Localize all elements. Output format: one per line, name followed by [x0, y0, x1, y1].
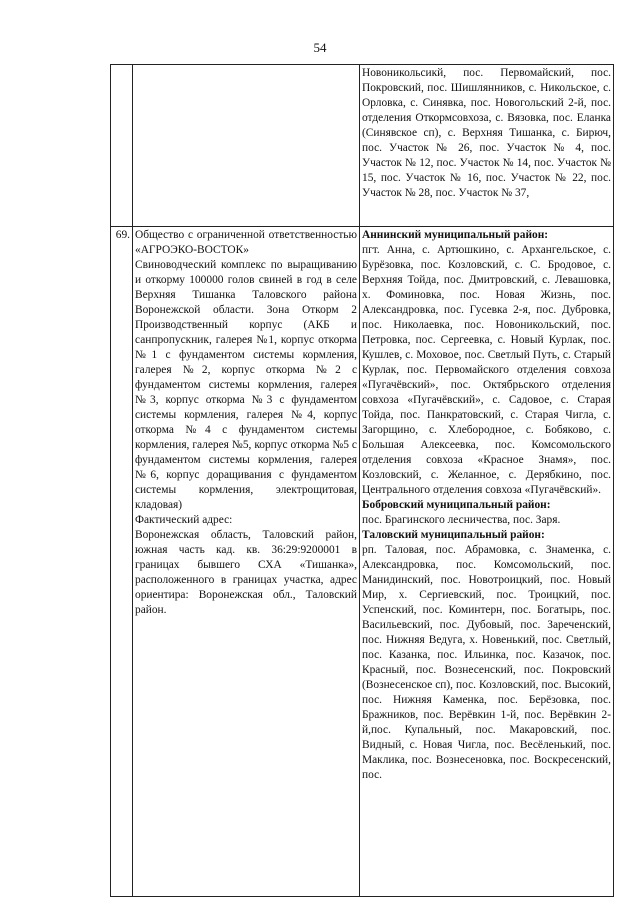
table-row	[111, 65, 614, 227]
document-table	[110, 64, 614, 897]
facility-description: Свиноводческий комплекс по выращиванию и откорму 100000 голов свиней в год в селе Верхняя Тишанка Таловского района Воронежской области. Зона Откорм 2 Производственный корпус (АКБ и санпропускник, галерея №1, корпус откорма №1 с фундаментом системы кормления, галерея №2, корпус откорма №2 с фундаментом системы кормления, галерея №3, корпус откорма №3 с фундаментом системы кормления, галерея №4, корпус откорма №4 с фундаментом системы кормления, галерея №5, корпус откорма №5 с фундаментом системы кормления, галерея №6, корпус доращивания с фундаментом системы кормления, электрощитовая, кладовая)	[135, 259, 357, 511]
district-settlements: рп. Таловая, пос. Абрамовка, с. Знаменка, с. Александровка, пос. Комсомольский, пос. Манидинский, пос. Новотроицкий, пос. Новый Мир, х. Сергиевский, пос. Троицкий, пос. Успенский, пос. Коминтерн, пос. Богатырь, пос. Васильевский, пос. Дубовый, пос. Заречeнский, пос. Нижняя Ведуга, х. Новенький, пос. Светлый, пос. Казанка, пос. Ильинка, пос. Казачок, пос. Красный, пос. Вознесенский, пос. Покровский (Вознесенское сп), пос. Козловский, пос. Высокий, пос. Нижняя Каменка, пос. Берёзовка, пос. Бражников, пос. Верёвкин 1-й, пос. Верёвкин 2-й,пос. Купальный, пос. Макаровский, пос. Видный, с. Новая Чигла, пос. Весёленький, пос. Маклика, пос. Вознесеновка, пос. Воскресенский, пос.	[362, 544, 611, 781]
row-number-cell	[111, 65, 133, 227]
organization-name: Общество с ограниченной ответственностью «АГРОЭКО-ВОСТОК»	[135, 229, 357, 256]
district-heading: Аннинский муниципальный район:	[362, 229, 549, 241]
district-settlements: пгт. Анна, с. Артюшкино, с. Архангельское, с. Бурёзовка, пос. Козловский, с. С. Бродовое, с. Верхняя Тойда, пос. Дмитровский, с. Левашовка, х. Фоминовка, пос. Новая Жизнь, пос. Александровка, пос. Гусевка 2-я, пос. Дубровка, пос. Николаевка, пос. Новоникольский, пос. Петровка, пос. Сергеевка, с. Новый Курлак, пос. Кушлев, с. Моховое, пос. Светлый Путь, с. Старый Курлак, пос. Первомайского отделения совхоза «Пугачёвский», пос. Октябрьского отделения совхоза «Пугачёвский», с. Садовое, с. Старая Тойда, пос. Панкратовский, с. Старая Чигла, с. Загорщино, с. Хлебородное, с. Бобяково, с. Большая Алексеевка, пос. Комсомольского отделения совхоза «Красное Знамя», пос. Козловский, с. Желанное, с. Дерябкино, пос. Центрального отделения совхоза «Пугачёвский».	[362, 244, 611, 496]
page-number: 54	[313, 40, 327, 55]
row-number-cell: 69.	[111, 227, 133, 897]
organization-cell	[133, 227, 360, 897]
address-label: Фактический адрес:	[135, 514, 233, 526]
area-text: Новоникольсикй, пос. Первомайский, пос. Покровский, пос. Шишлянников, с. Никольское, с. Орловка, с. Синявка, пос. Новогольский 2-й, пос. отделения Откормсовхоза, с. Вязовка, пос. Еланка (Синявское сп), с. Верхняя Тишанка, с. Бирюч, пос. Участок № 26, пос. Участок № 4, пос. Участок № 12, пос. Участок № 14, пос. Участок № 15, пос. Участок № 16, пос. Участок № 22, пос. Участок № 28, пос. Участок № 37,	[362, 67, 611, 199]
table-row	[111, 227, 614, 897]
areas-cell	[360, 227, 614, 897]
district-heading: Таловский муниципальный район:	[362, 529, 545, 541]
district-heading: Бобровский муниципальный район:	[362, 499, 551, 511]
organization-cell	[133, 65, 360, 227]
areas-cell	[360, 65, 614, 227]
address-text: Воронежская область, Таловский район, южная часть кад. кв. 36:29:9200001 в границах бывшего СХА «Тишанка», расположенного в границах участка, адрес ориентира: Воронежская обл., Таловский район.	[135, 529, 357, 616]
district-settlements: пос. Брагинского лесничества, пос. Заря.	[362, 514, 561, 526]
